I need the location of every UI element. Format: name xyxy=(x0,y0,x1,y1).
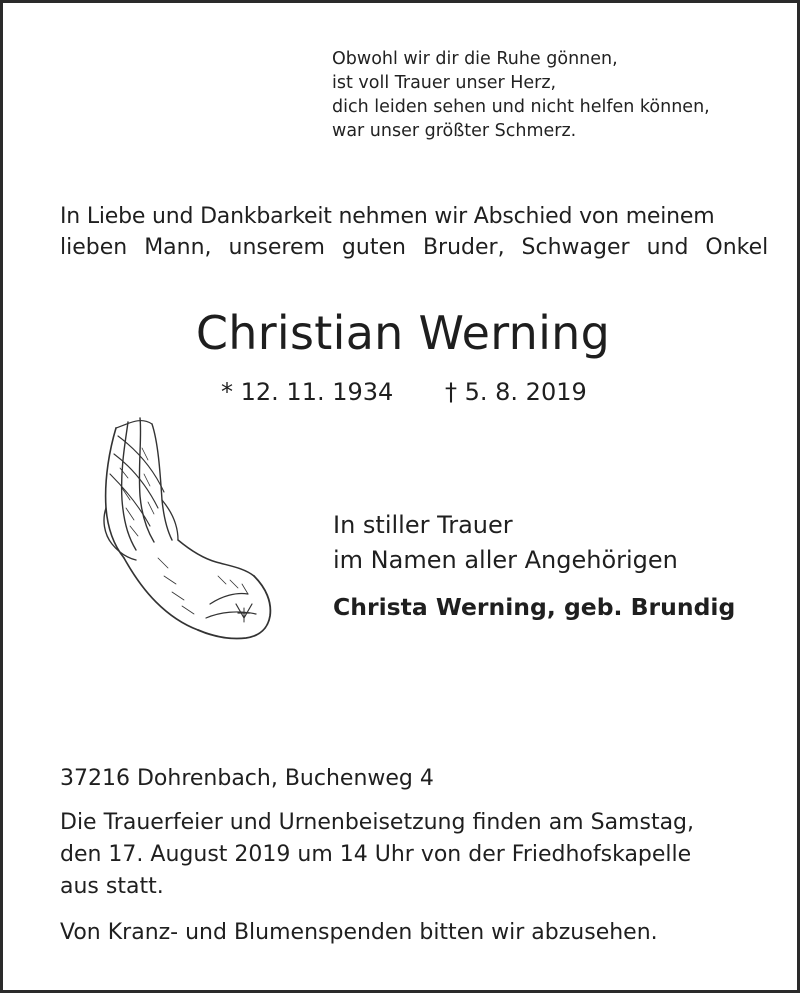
mourning-line: im Namen aller Angehörigen xyxy=(333,546,678,574)
intro-line: In Liebe und Dankbarkeit nehmen wir Abschied von meinem xyxy=(60,204,715,229)
signer-name: Christa Werning, geb. Brundig xyxy=(333,593,736,621)
address: 37216 Dohrenbach, Buchenweg 4 xyxy=(60,766,434,791)
mourning-text xyxy=(333,508,678,578)
intro-line: lieben Mann, unserem guten Bruder, Schwager und Onkel xyxy=(60,235,769,260)
service-line: aus statt. xyxy=(60,874,164,899)
flowers-note: Von Kranz- und Blumenspenden bitten wir abzusehen. xyxy=(60,920,658,945)
poem-line: ist voll Trauer unser Herz, xyxy=(332,73,557,93)
praying-hands-icon xyxy=(98,408,278,648)
poem-line: war unser größter Schmerz. xyxy=(332,121,577,141)
service-line: den 17. August 2019 um 14 Uhr von der Friedhofskapelle xyxy=(60,842,692,867)
death-date: † 5. 8. 2019 xyxy=(445,378,587,406)
birth-date: * 12. 11. 1934 xyxy=(221,378,394,406)
poem xyxy=(332,47,710,143)
intro-text xyxy=(60,201,769,263)
poem-line: Obwohl wir dir die Ruhe gönnen, xyxy=(332,49,618,69)
mourning-line: In stiller Trauer xyxy=(333,511,513,539)
service-line: Die Trauerfeier und Urnenbeisetzung finden am Samstag, xyxy=(60,810,695,835)
poem-line: dich leiden sehen und nicht helfen können, xyxy=(332,97,710,117)
service-info xyxy=(60,807,760,903)
deceased-name: Christian Werning xyxy=(195,306,611,360)
